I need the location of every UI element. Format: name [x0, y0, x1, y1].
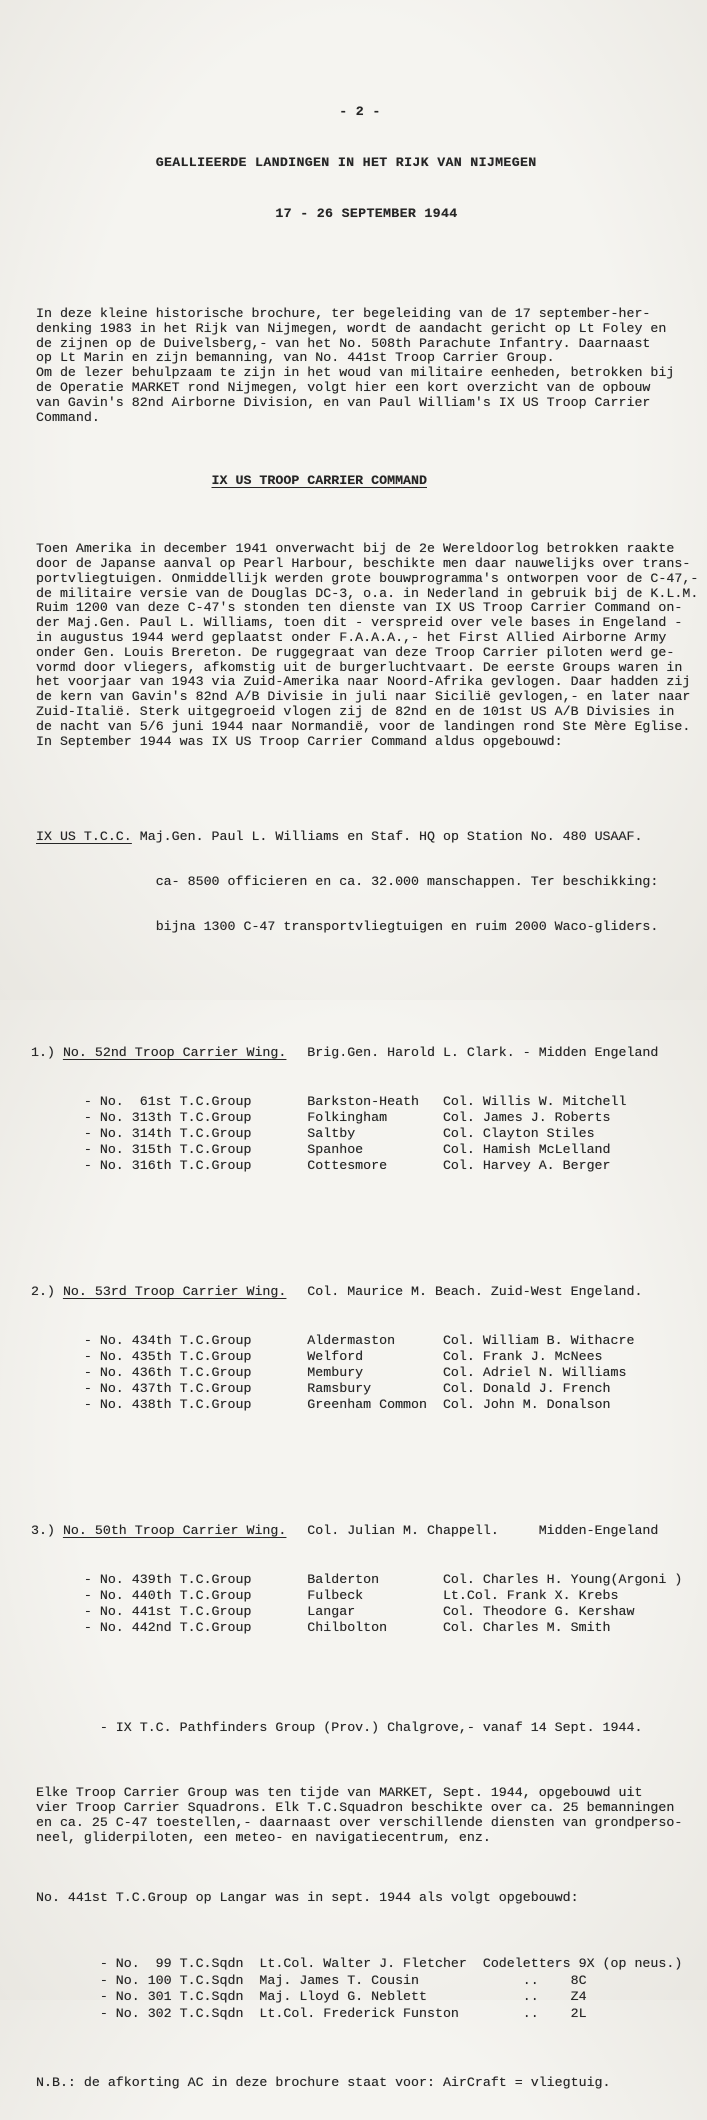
text-line: Ruim 1200 van deze C-47's stonden ten dienste van IX US Troop Carrier Command on- [36, 600, 683, 616]
group-commander: Col. John M. Donalson [442, 1397, 611, 1413]
group-base: Fulbeck [307, 1588, 364, 1604]
market-paragraph [36, 1786, 707, 1845]
text-line: vier Troop Carrier Squadrons. Elk T.C.Squadron beschikte over ca. 25 bemanningen [36, 1800, 675, 1816]
text-line: denking 1983 in het Rijk van Nijmegen, wordt de aandacht gericht op Lt Foley en [36, 320, 667, 336]
text-line: neel, gliderpiloten, een meteo- en navigatiecentrum, enz. [36, 1829, 491, 1845]
squadron-row [36, 1989, 707, 2006]
squadron-commander: Lt.Col. Frederick Funston [259, 2005, 459, 2021]
section-heading: IX US TROOP CARRIER COMMAND [211, 473, 427, 489]
doc-subtitle: 17 - 26 SEPTEMBER 1944 [275, 206, 458, 221]
group-row [36, 1381, 707, 1397]
text-line: op Lt Marin en zijn bemanning, van No. 441st Troop Carrier Group. [36, 350, 555, 366]
wing-commander: Brig.Gen. Harold L. Clark. - Midden Engeland [307, 1045, 659, 1061]
wing-number: 1.) [31, 1045, 55, 1061]
squadron-commander: Maj. Lloyd G. Neblett [259, 1989, 427, 2005]
squadron-row [36, 1973, 707, 1990]
group-unit: - No. 438th T.C.Group [83, 1397, 252, 1413]
group-row [36, 1604, 707, 1620]
doc-title: GEALLIEERDE LANDINGEN IN HET RIJK VAN NIJMEGEN [155, 155, 537, 170]
text-line: Toen Amerika in december 1941 onverwacht bij de 2e Wereldoorlog betrokken raakte [36, 541, 675, 557]
group-base: Spanhoe [307, 1142, 364, 1158]
group-commander: Col. Frank J. McNees [442, 1349, 603, 1365]
group-commander: Col. Clayton Stiles [442, 1126, 595, 1142]
text-line: der Maj.Gen. Paul L. Williams, toen dit - verspreid over vele bases in Engeland - [36, 615, 683, 631]
group-unit: - No. 434th T.C.Group [83, 1333, 252, 1349]
text-line: de Operatie MARKET rond Nijmegen, volgt hier een kort overzicht van de opbouw [36, 379, 651, 395]
group-row [36, 1158, 707, 1174]
group-row [36, 1365, 707, 1381]
text-line: de nacht van 5/6 juni 1944 naar Normandië, voor de landingen rond Ste Mère Eglise. [36, 718, 691, 734]
text-line: in augustus 1944 werd geplaatst onder F.A.A.A.,- het First Allied Airborne Army [36, 629, 667, 645]
wing-group-list [36, 1094, 707, 1174]
group-unit: - No. 437th T.C.Group [83, 1381, 252, 1397]
text-line: Zuid-Italië. Sterk uitgegroeid vlogen zij de 82nd en de 101st US A/B Divisies in [36, 703, 675, 719]
group-row [36, 1142, 707, 1158]
wing-header [31, 1284, 707, 1299]
group-row [36, 1620, 707, 1636]
text-line: de militaire versie van de Douglas DC-3, o.a. in Nederland in gebruik bij de K.L.M. [36, 585, 699, 601]
group-base: Balderton [307, 1572, 380, 1588]
wing-block-52nd [31, 1015, 707, 1204]
squadron-unit: - No. 99 T.C.Sqdn [99, 1956, 244, 1972]
text-line: Command. [36, 409, 100, 425]
group-unit: - No. 314th T.C.Group [83, 1126, 252, 1142]
squadron-intro-line: No. 441st T.C.Group op Langar was in sept. 1944 als volgt opgebouwd: [36, 1889, 579, 1905]
group-row [36, 1349, 707, 1365]
group-commander: Col. Theodore G. Kershaw [442, 1604, 635, 1620]
squadron-commander: Lt.Col. Walter J. Fletcher [259, 1956, 467, 1972]
pathfinders-line: - IX T.C. Pathfinders Group (Prov.) Chalgrove,- vanaf 14 Sept. 1944. [99, 1720, 643, 1736]
wing-header [31, 1523, 707, 1538]
text-line: onder Gen. Louis Brereton. De ruggegraat van deze Troop Carrier piloten werd ge- [36, 644, 675, 660]
squadron-unit: - No. 301 T.C.Sqdn [99, 1989, 244, 2005]
squadron-codeletters: Codeletters 9X (op neus.) [482, 1956, 683, 1972]
group-unit: - No. 442nd T.C.Group [83, 1620, 252, 1636]
text-line: en ca. 25 C-47 toestellen,- daarnaast over verschillende diensten van grondperso- [36, 1814, 683, 1830]
group-row [36, 1126, 707, 1142]
group-base: Greenham Common [307, 1397, 427, 1413]
group-base: Membury [307, 1365, 364, 1381]
squadron-unit: - No. 100 T.C.Sqdn [99, 1972, 244, 1988]
group-unit: - No. 313th T.C.Group [83, 1110, 252, 1126]
tcc-summary-block [36, 799, 707, 964]
group-row [36, 1572, 707, 1588]
group-commander: Col. Donald J. French [442, 1381, 611, 1397]
text-line: van Gavin's 82nd Airborne Division, en van Paul William's IX US Troop Carrier [36, 394, 651, 410]
page-header [36, 71, 707, 254]
group-unit: - No. 439th T.C.Group [83, 1572, 252, 1588]
group-base: Aldermaston [307, 1333, 396, 1349]
text-line: vormd door vliegers, afkomstig uit de burgerluchtvaart. De eerste Groups waren in [36, 659, 683, 675]
squadron-list [36, 1956, 707, 2022]
group-unit: - No. 435th T.C.Group [83, 1349, 252, 1365]
wing-group-list [36, 1572, 707, 1636]
group-unit: - No. 316th T.C.Group [83, 1158, 252, 1174]
group-row [36, 1397, 707, 1413]
tcc-header-line [36, 829, 707, 844]
text-line: het voorjaar van 1943 via Zuid-Amerika naar Noord-Afrika gevlogen. Daar hadden zij [36, 674, 691, 690]
tcc-continuation-line: bijna 1300 C-47 transportvliegtuigen en ruim 2000 Waco-gliders. [155, 919, 659, 935]
group-unit: - No. 440th T.C.Group [83, 1588, 252, 1604]
wing-number: 3.) [31, 1523, 55, 1539]
tcc-label: IX US T.C.C. [36, 829, 132, 845]
group-base: Folkingham [307, 1110, 388, 1126]
group-commander: Col. Harvey A. Berger [442, 1158, 611, 1174]
text-line: In September 1944 was IX US Troop Carrier Command aldus opgebouwd: [36, 733, 563, 749]
group-commander: Lt.Col. Frank X. Krebs [442, 1588, 619, 1604]
group-unit: - No. 441st T.C.Group [83, 1604, 252, 1620]
wing-number: 2.) [31, 1284, 55, 1300]
group-base: Ramsbury [307, 1381, 372, 1397]
squadron-row [36, 2006, 707, 2023]
text-line: de kern van Gavin's 82nd A/B Divisie in juli naar Sicilië gevlogen,- en later naar [36, 689, 691, 705]
group-unit: - No. 61st T.C.Group [83, 1094, 252, 1110]
group-commander: Col. Adriel N. Williams [442, 1365, 627, 1381]
group-base: Cottesmore [307, 1158, 388, 1174]
squadron-commander: Maj. James T. Cousin [259, 1972, 420, 1988]
wing-name: No. 52nd Troop Carrier Wing. [62, 1045, 287, 1061]
nb-note: N.B.: de afkorting AC in deze brochure staat voor: AirCraft = vliegtuig. [36, 2075, 611, 2091]
group-base: Welford [307, 1349, 364, 1365]
tcc-line1: Maj.Gen. Paul L. Williams en Staf. HQ op Station No. 480 USAAF. [131, 829, 643, 845]
group-commander: Col. William B. Withacre [442, 1333, 635, 1349]
tcc-continuation-line: ca- 8500 officieren en ca. 32.000 manschappen. Ter beschikking: [155, 874, 659, 890]
wing-name: No. 53rd Troop Carrier Wing. [62, 1284, 287, 1300]
wing-header [31, 1045, 707, 1060]
wing-block-53rd [31, 1254, 707, 1443]
group-base: Barkston-Heath [307, 1094, 420, 1110]
group-base: Langar [307, 1604, 356, 1620]
group-row [36, 1094, 707, 1110]
group-base: Chilbolton [307, 1620, 388, 1636]
squadron-unit: - No. 302 T.C.Sqdn [99, 2005, 244, 2021]
group-row [36, 1333, 707, 1349]
history-paragraph [36, 542, 707, 749]
group-commander: Col. Willis W. Mitchell [442, 1094, 627, 1110]
text-line: Om de lezer behulpzaam te zijn in het woud van militaire eenheden, betrokken bij [36, 365, 675, 381]
group-commander: Col. James J. Roberts [442, 1110, 611, 1126]
text-line: portvliegtuigen. Onmiddellijk werden grote bouwprogramma's ontworpen voor de C-47,- [36, 570, 699, 586]
group-row [36, 1588, 707, 1604]
group-commander: Col. Charles H. Young(Argoni ) [442, 1572, 683, 1588]
squadron-codeletters: .. 2L [482, 2005, 587, 2021]
wing-commander: Col. Maurice M. Beach. Zuid-West Engeland. [307, 1284, 643, 1300]
text-line: Elke Troop Carrier Group was ten tijde van MARKET, Sept. 1944, opgebouwd uit [36, 1785, 643, 1801]
wing-block-50th [31, 1493, 707, 1666]
wing-commander: Col. Julian M. Chappell. Midden-Engeland [307, 1523, 659, 1539]
squadron-codeletters: .. 8C [482, 1972, 587, 1988]
wing-name: No. 50th Troop Carrier Wing. [62, 1523, 287, 1539]
text-line: In deze kleine historische brochure, ter begeleiding van de 17 september-her- [36, 306, 651, 321]
squadron-row [36, 1956, 707, 1973]
intro-paragraph [36, 307, 707, 425]
squadron-codeletters: .. Z4 [482, 1989, 587, 2005]
group-commander: Col. Hamish McLelland [442, 1142, 611, 1158]
text-line: door de Japanse aanval op Pearl Harbour, beschikte men daar nauwelijks over trans- [36, 555, 691, 571]
group-row [36, 1110, 707, 1126]
group-base: Saltby [307, 1126, 356, 1142]
group-commander: Col. Charles M. Smith [442, 1620, 611, 1636]
wing-group-list [36, 1333, 707, 1413]
group-unit: - No. 436th T.C.Group [83, 1365, 252, 1381]
page-number: - 2 - [339, 104, 381, 119]
group-unit: - No. 315th T.C.Group [83, 1142, 252, 1158]
text-line: de zijnen op de Duivelsberg,- van het No. 508th Parachute Infantry. Daarnaast [36, 335, 651, 351]
